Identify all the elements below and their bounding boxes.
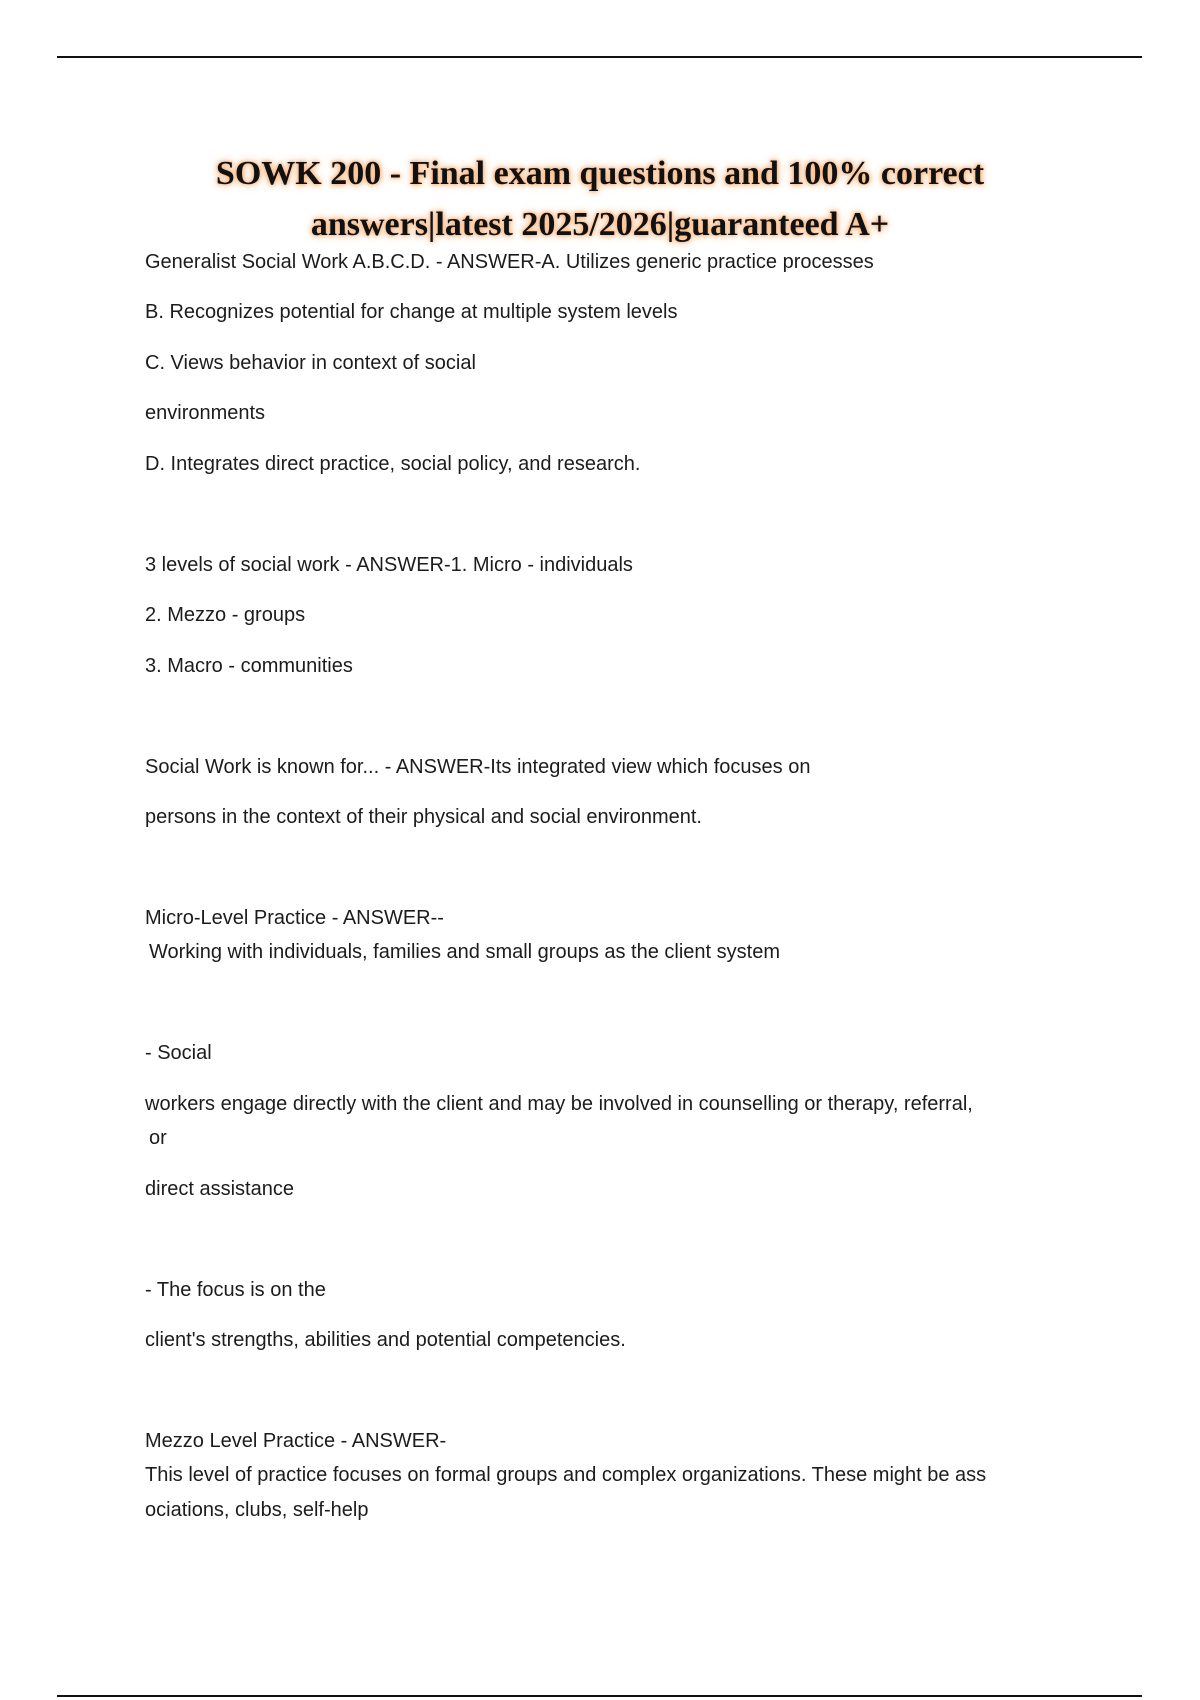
- text-line: persons in the context of their physical and social environment.: [145, 806, 702, 828]
- text-line: Working with individuals, families and small groups as the client system: [149, 941, 781, 963]
- text-line: Mezzo Level Practice - ANSWER-: [145, 1430, 447, 1452]
- text-line: D. Integrates direct practice, social policy, and research.: [145, 453, 641, 475]
- text-line: Social Work is known for... - ANSWER-Its integrated view which focuses on: [145, 756, 811, 778]
- text-line: Micro-Level Practice - ANSWER--: [145, 907, 444, 929]
- text-line: client's strengths, abilities and potential competencies.: [145, 1329, 626, 1351]
- text-line: workers engage directly with the client and may be involved in counselling or therapy, referral,: [145, 1093, 973, 1115]
- text-line: 3. Macro - communities: [145, 655, 353, 677]
- text-line: - The focus is on the: [145, 1279, 326, 1301]
- title-line-1: SOWK 200 - Final exam questions and 100% correct: [215, 155, 985, 192]
- text-line: C. Views behavior in context of social: [145, 352, 476, 374]
- bottom-rule: [57, 1695, 1142, 1697]
- text-line: - Social: [145, 1042, 212, 1064]
- top-rule: [57, 56, 1142, 58]
- document-title: [100, 148, 1100, 250]
- text-line: ociations, clubs, self-help: [145, 1499, 369, 1521]
- text-line: 2. Mezzo - groups: [145, 604, 306, 626]
- text-line: Generalist Social Work A.B.C.D. - ANSWER-A. Utilizes generic practice processes: [145, 251, 874, 273]
- text-line: direct assistance: [145, 1178, 294, 1200]
- text-line: 3 levels of social work - ANSWER-1. Micro - individuals: [145, 554, 633, 576]
- text-line: B. Recognizes potential for change at multiple system levels: [145, 301, 678, 323]
- text-line: This level of practice focuses on formal groups and complex organizations. These might be ass: [145, 1464, 987, 1486]
- title-line-2: answers|latest 2025/2026|guaranteed A+: [310, 206, 890, 243]
- text-line: environments: [145, 402, 266, 424]
- text-line: or: [149, 1127, 167, 1149]
